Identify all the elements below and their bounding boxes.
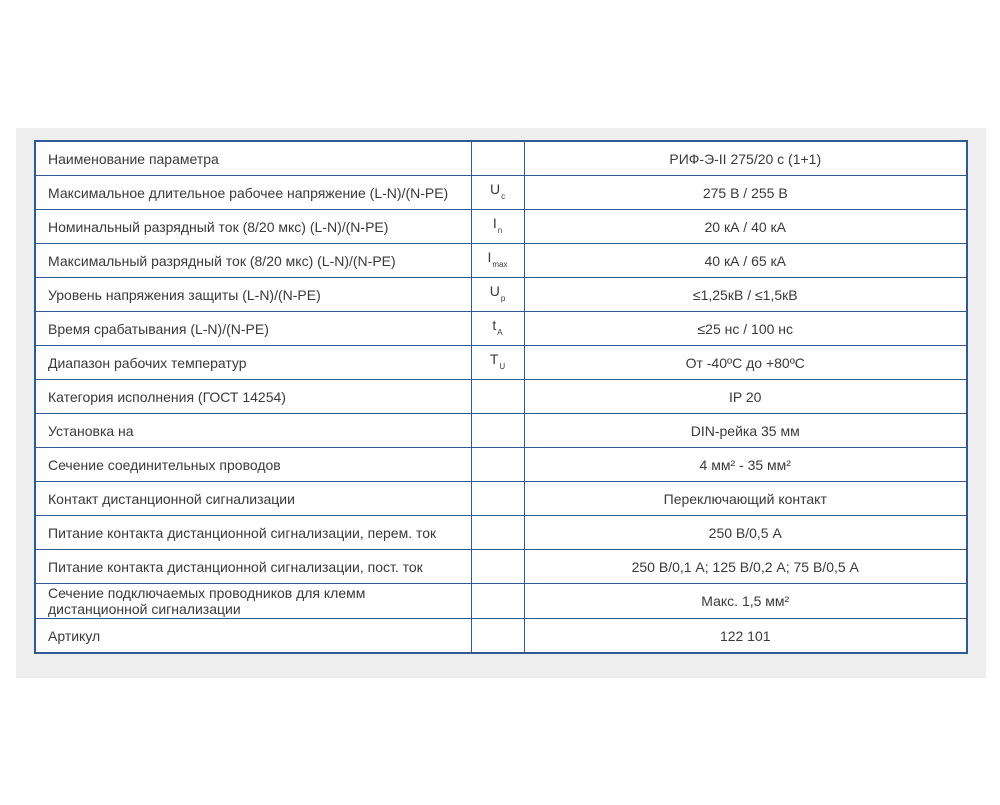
parameter-name-line-2: дистанционной сигнализации [48, 601, 241, 617]
table-row [35, 176, 967, 210]
header-product-model: РИФ-Э-II 275/20 с (1+1) [524, 141, 967, 176]
symbol-letter: U [489, 180, 501, 197]
table-header-row [35, 141, 967, 176]
parameter-symbol [471, 448, 524, 482]
parameter-value: 20 кА / 40 кА [524, 210, 967, 244]
parameter-symbol [471, 244, 524, 278]
table-row [35, 210, 967, 244]
parameter-symbol [471, 482, 524, 516]
parameter-value: От -40ºС до +80ºС [524, 346, 967, 380]
symbol-subscript: n [497, 225, 503, 235]
parameter-symbol [471, 380, 524, 414]
parameter-value: 40 кА / 65 кА [524, 244, 967, 278]
table-row [35, 482, 967, 516]
parameter-name: Максимальный разрядный ток (8/20 мкс) (L-N)/(N-PE) [35, 244, 471, 278]
symbol-subscript: c [501, 191, 506, 201]
symbol-subscript: U [499, 361, 506, 371]
parameter-value: DIN-рейка 35 мм [524, 414, 967, 448]
symbol-letter: U [489, 282, 500, 299]
symbol-subscript: A [497, 327, 503, 337]
parameter-value: ≤1,25кВ / ≤1,5кВ [524, 278, 967, 312]
parameter-symbol [471, 584, 524, 619]
symbol-subscript: max [492, 259, 508, 269]
table-row [35, 244, 967, 278]
parameter-name [35, 584, 471, 619]
parameter-symbol [471, 278, 524, 312]
parameter-value: Переключающий контакт [524, 482, 967, 516]
header-parameter-name: Наименование параметра [35, 141, 471, 176]
table-row [35, 278, 967, 312]
parameter-symbol [471, 619, 524, 654]
parameter-name: Категория исполнения (ГОСТ 14254) [35, 380, 471, 414]
parameter-name-line-1: Сечение подключаемых проводников для клемм [48, 585, 366, 601]
parameter-name: Уровень напряжения защиты (L-N)/(N-PE) [35, 278, 471, 312]
parameter-symbol [471, 346, 524, 380]
parameter-symbol [471, 312, 524, 346]
symbol-letter: I [492, 214, 497, 231]
table-row [35, 448, 967, 482]
parameter-value: ≤25 нс / 100 нс [524, 312, 967, 346]
header-symbol-cell [471, 141, 524, 176]
article-label: Артикул [35, 619, 471, 654]
specifications-table [34, 140, 968, 654]
parameter-name: Питание контакта дистанционной сигнализации, перем. ток [35, 516, 471, 550]
parameter-symbol [471, 210, 524, 244]
table-row [35, 516, 967, 550]
parameter-value: 250 В/0,5 А [524, 516, 967, 550]
parameter-name: Контакт дистанционной сигнализации [35, 482, 471, 516]
symbol-letter: I [487, 248, 492, 265]
article-number: 122 101 [524, 619, 967, 654]
symbol-letter: t [492, 316, 497, 333]
symbol-subscript: p [500, 293, 506, 303]
parameter-name: Номинальный разрядный ток (8/20 мкс) (L-N)/(N-PE) [35, 210, 471, 244]
parameter-value: 4 мм² - 35 мм² [524, 448, 967, 482]
parameter-name: Максимальное длительное рабочее напряжение (L-N)/(N-PE) [35, 176, 471, 210]
parameter-value: 250 В/0,1 А; 125 В/0,2 А; 75 В/0,5 А [524, 550, 967, 584]
parameter-name: Сечение соединительных проводов [35, 448, 471, 482]
table-row [35, 619, 967, 654]
parameter-value: 275 В / 255 В [524, 176, 967, 210]
parameter-name: Питание контакта дистанционной сигнализации, пост. ток [35, 550, 471, 584]
parameter-name: Диапазон рабочих температур [35, 346, 471, 380]
parameter-symbol [471, 414, 524, 448]
parameter-symbol [471, 176, 524, 210]
symbol-letter: T [489, 350, 499, 367]
table-row [35, 414, 967, 448]
parameter-name: Установка на [35, 414, 471, 448]
table-row [35, 380, 967, 414]
table-row [35, 346, 967, 380]
table-row [35, 550, 967, 584]
parameter-symbol [471, 550, 524, 584]
parameter-symbol [471, 516, 524, 550]
parameter-value: IP 20 [524, 380, 967, 414]
table-row [35, 312, 967, 346]
parameter-name: Время срабатывания (L-N)/(N-PE) [35, 312, 471, 346]
parameter-value: Макс. 1,5 мм² [524, 584, 967, 619]
table-row [35, 584, 967, 619]
